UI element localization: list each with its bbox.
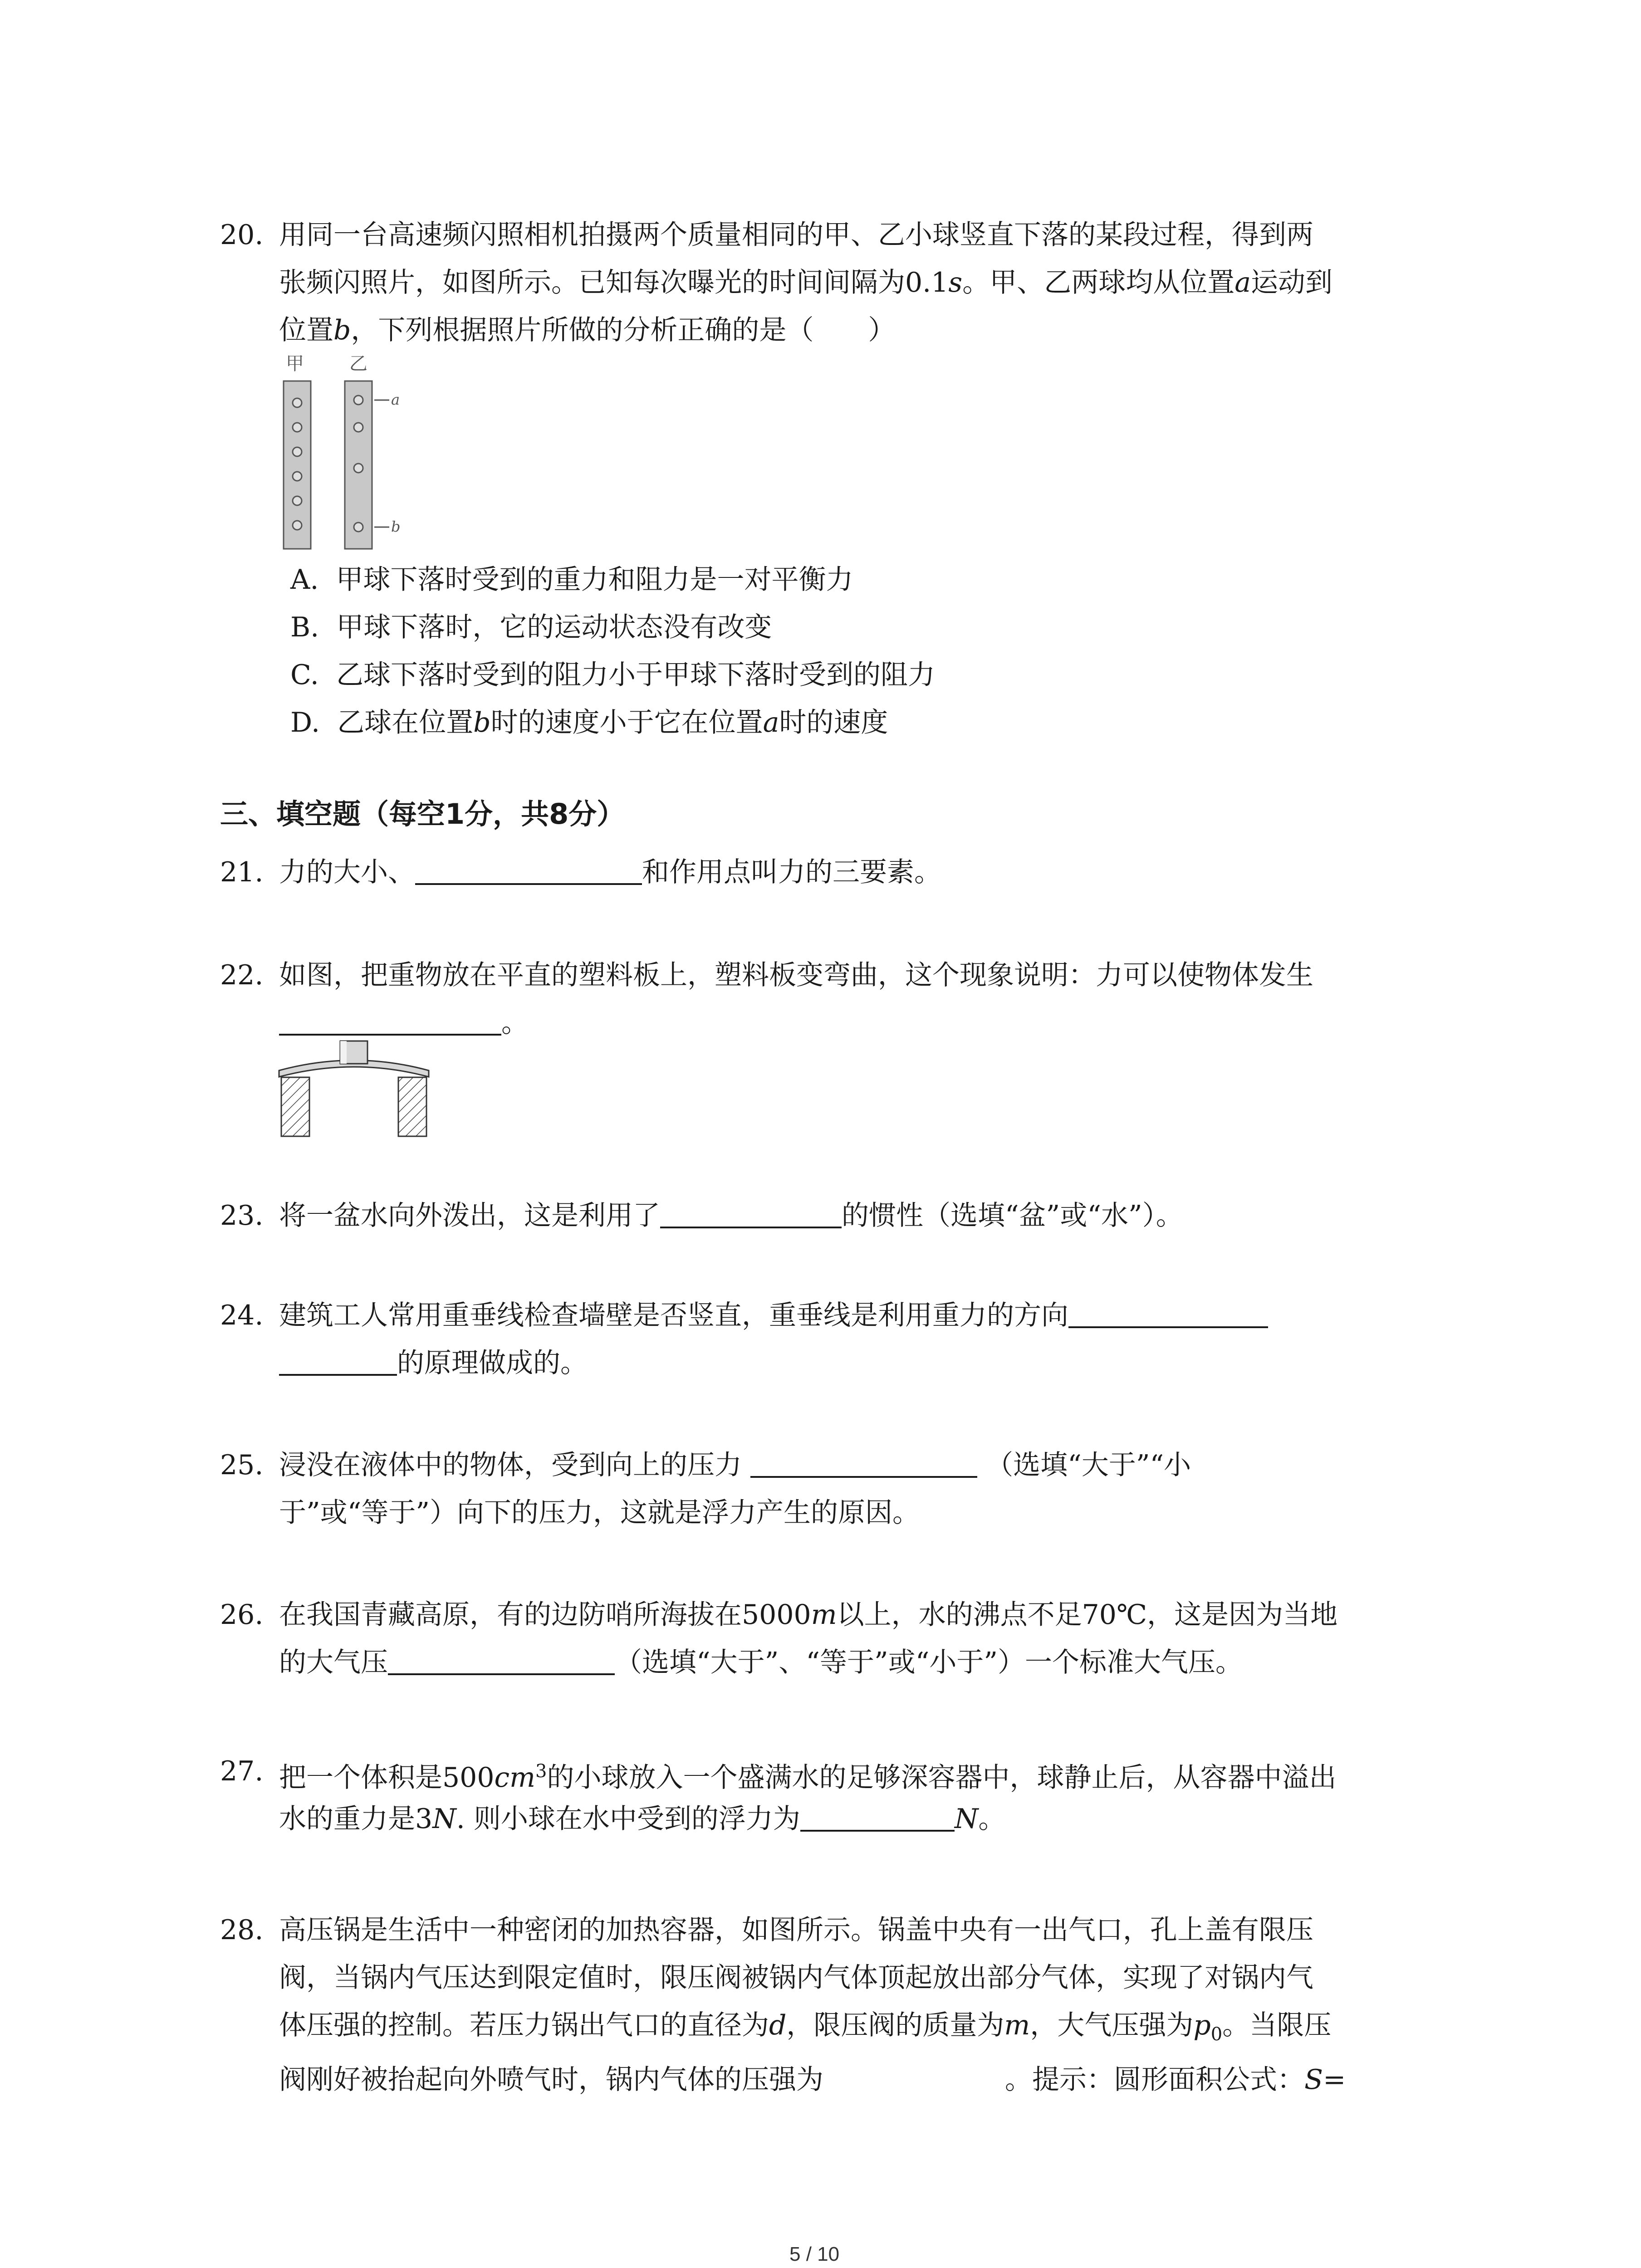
q25-line-2: 于”或“等于”）向下的压力，这就是浮力产生的原因。	[279, 1497, 920, 1529]
q24-line-2: 的原理做成的。	[279, 1345, 588, 1381]
mark-b: b	[391, 518, 401, 535]
q28-line-4: 阀刚好被抬起向外喷气时，锅内气体的压强为 。提示：圆形面积公式：S=	[279, 2064, 1346, 2096]
q27-blank[interactable]	[800, 1803, 955, 1832]
q24-blank-part1[interactable]	[1068, 1299, 1268, 1328]
q23-text: 将一盆水向外泼出，这是利用了 的惯性（选填“盆”或“水”）。	[279, 1200, 1183, 1232]
q23-blank[interactable]	[660, 1199, 842, 1228]
strobe-photo-figure	[272, 349, 426, 553]
q23-number: 23.	[220, 1200, 264, 1232]
q24-blank-part2[interactable]	[279, 1347, 397, 1376]
label-jia: 甲	[286, 353, 304, 374]
q20-number: 20.	[220, 219, 264, 251]
q24-number: 24.	[220, 1300, 264, 1331]
q28-line-3: 体压强的控制。若压力锅出气口的直径为d，限压阀的质量为m，大气压强为$p_0$。当限压	[279, 2009, 1332, 2045]
q28-line-1: 高压锅是生活中一种密闭的加热容器，如图所示。锅盖中央有一出气口，孔上盖有限压	[279, 1914, 1313, 1946]
q21-blank[interactable]	[415, 856, 642, 885]
label-yi: 乙	[349, 353, 367, 374]
q20-line-1: 用同一台高速频闪照相机拍摄两个质量相同的甲、乙小球竖直下落的某段过程，得到两	[279, 219, 1313, 251]
bent-board-figure	[277, 1039, 431, 1143]
q28-line-2: 阀，当锅内气压达到限定值时，限压阀被锅内气体顶起放出部分气体，实现了对锅内气	[279, 1962, 1313, 1994]
q21-text: 力的大小、 和作用点叫力的三要素。	[279, 856, 941, 888]
q27-number: 27.	[220, 1755, 264, 1787]
q24-line-1: 建筑工人常用重垂线检查墙壁是否竖直，重垂线是利用重力的方向	[279, 1297, 1268, 1334]
mark-a: a	[391, 391, 400, 408]
q20-option-c: C. 乙球下落时受到的阻力小于甲球下落时受到的阻力	[290, 659, 935, 691]
q27-line-2: 水的重力是3N. 则小球在水中受到的浮力为 N。	[279, 1803, 1006, 1835]
q20-option-b: B. 甲球下落时，它的运动状态没有改变	[290, 611, 772, 643]
q25-line-1: 浸没在液体中的物体，受到向上的压力 （选填“大于”“小	[279, 1449, 1191, 1481]
q20-option-d: D. 乙球在位置b时的速度小于它在位置a时的速度	[290, 707, 888, 738]
q26-blank[interactable]	[388, 1646, 615, 1675]
q22-blank[interactable]	[279, 1007, 501, 1036]
q20-option-a: A. 甲球下落时受到的重力和阻力是一对平衡力	[290, 564, 853, 596]
q26-line-1: 在我国青藏高原，有的边防哨所海拔在5000m以上，水的沸点不足70℃，这是因为当地	[279, 1599, 1338, 1631]
q22-line-1: 如图，把重物放在平直的塑料板上，塑料板变弯曲，这个现象说明：力可以使物体发生	[279, 959, 1313, 991]
section-3-heading: 三、填空题（每空1分，共8分）	[220, 797, 625, 831]
q25-number: 25.	[220, 1449, 264, 1481]
right-support	[398, 1077, 426, 1136]
q26-line-2: 的大气压 （选填“大于”、“等于”或“小于”）一个标准大气压。	[279, 1647, 1243, 1678]
left-support	[281, 1077, 309, 1136]
q20-line-2: 张频闪照片，如图所示。已知每次曝光的时间间隔为0.1s。甲、乙两球均从位置a运动到	[279, 267, 1332, 298]
q25-blank[interactable]	[750, 1449, 977, 1478]
q26-number: 26.	[220, 1599, 264, 1631]
q21-number: 21.	[220, 856, 264, 888]
q27-line-1: 把一个体积是$500cm^3$的小球放入一个盛满水的足够深容器中，球静止后，从容器中溢出	[279, 1761, 1337, 1794]
page-number: 5 / 10	[789, 2243, 840, 2265]
q28-number: 28.	[220, 1914, 264, 1946]
q22-line-2: 。	[279, 1005, 529, 1041]
q20-line-3: 位置b，下列根据照片所做的分析正确的是（ ）	[279, 314, 896, 346]
q22-number: 22.	[220, 959, 264, 991]
